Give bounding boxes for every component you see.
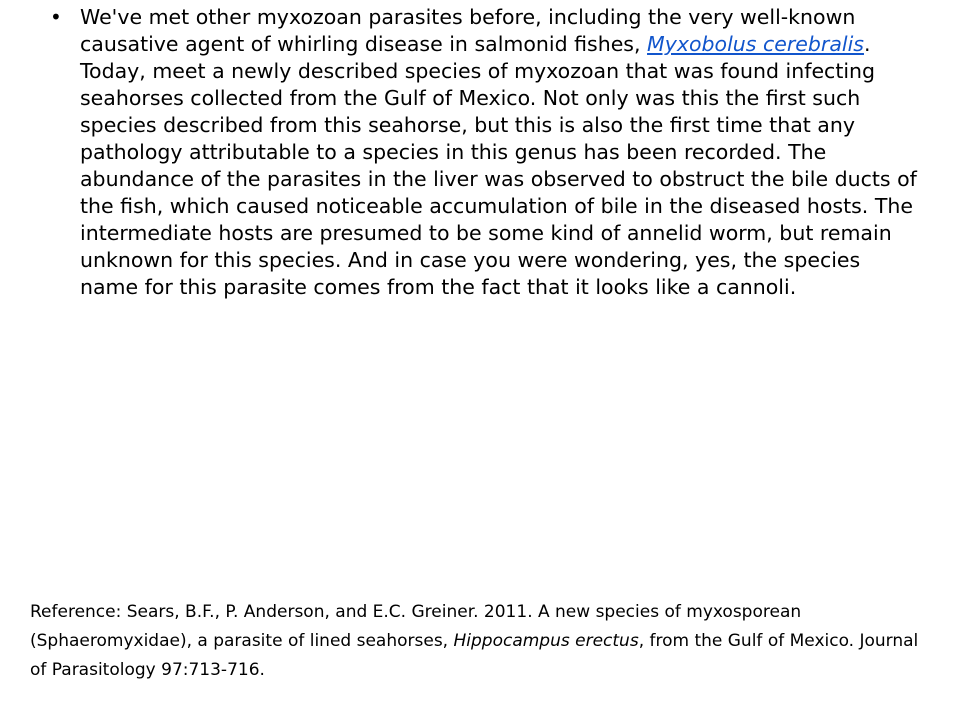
myxobolus-cerebralis-link[interactable]: Myxobolus cerebralis — [647, 32, 864, 56]
bullet-marker: • — [50, 5, 62, 29]
reference-text-part2: , from the Gulf of Mexico. Journal of Parasitology 97:713-716. — [30, 631, 919, 680]
reference-citation — [30, 598, 930, 685]
reference-text-part1: Reference: Sears, B.F., P. Anderson, and E.C. Greiner. 2011. A new species of myxosporean (Sphaeromyxidae), a parasite of lined seahorses, — [30, 602, 802, 651]
reference-species-name: Hippocampus erectus — [453, 631, 639, 651]
bullet-paragraph — [50, 4, 920, 301]
bullet-text-before-link: We've met other myxozoan parasites before, including the very well-known causative agent of whirling disease in salmonid fishes, — [80, 5, 856, 56]
bullet-text-after-link: . Today, meet a newly described species of myxozoan that was found infecting seahorses collected from the Gulf of Mexico. Not only was this the first such species described from this seahorse, but this is also the first time that any pathology attributable to a species in this genus has been recorded. The abundance of the parasites in the liver was observed to obstruct the bile ducts of the fish, which caused noticeable accumulation of bile in the diseased hosts. The intermediate hosts are presumed to be some kind of annelid worm, but remain unknown for this species. And in case you were wondering, yes, the species name for this parasite comes from the fact that it looks like a cannoli. — [80, 32, 917, 299]
bullet-list — [50, 4, 920, 301]
